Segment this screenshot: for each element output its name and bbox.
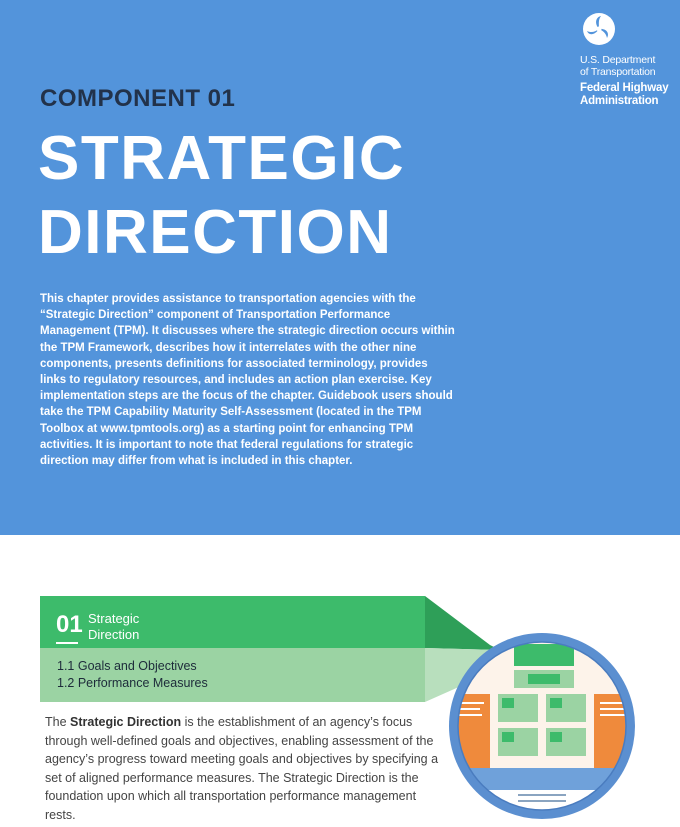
agency-line-2: Administration	[580, 94, 659, 107]
component-name-line-2: Direction	[88, 627, 140, 642]
component-number: 01	[56, 611, 83, 638]
definition-prefix: The	[45, 715, 71, 729]
department-line-2: of Transportation	[580, 65, 656, 78]
subcomponent-item: 1.1 Goals and Objectives	[57, 659, 197, 673]
agency-line-1: Federal Highway	[580, 82, 669, 94]
definition-text: is the establishment of an agency’s focus through well-defined goals and objectives, enabling assessment of the agency’s progress toward meeting goals and objectives by specifying a set of aligned performance measures. The Strategic Direction is the foundation upon which all transportation performance management rests.	[45, 715, 439, 822]
title-line-2: DIRECTION	[38, 198, 393, 267]
intro-paragraph: This chapter provides assistance to transportation agencies with the “Strategic Direction” component of Transportation Performance Management (TPM). It discusses where the strategic direction occurs within the TPM Framework, describes how it interrelates with the other nine components, presents definitions for associated terminology, provides links to regulatory resources, and includes an action plan exercise. Key implementation steps are the focus of the chapter. Guidebook users should take the TPM Capability Maturity Self-Assessment (located in the TPM Toolbox at www.tpmtools.org) as a starting point for enhancing TPM activities. It is important to note that federal regulations for strategic direction may differ from what is included in this chapter.	[40, 293, 455, 468]
tpm-framework-graphic	[448, 632, 636, 820]
component-number-underline	[56, 642, 78, 644]
title-line-1: STRATEGIC	[38, 124, 406, 193]
subcomponent-item: 1.2 Performance Measures	[57, 676, 208, 690]
subcomponent-panel	[40, 648, 425, 702]
component-label: COMPONENT 01	[40, 85, 236, 112]
department-line-1: U.S. Department	[580, 54, 656, 66]
definition-term: Strategic Direction	[70, 715, 182, 729]
component-name-line-1: Strategic	[88, 611, 140, 626]
definition-paragraph	[45, 713, 440, 824]
component-name	[88, 611, 208, 643]
